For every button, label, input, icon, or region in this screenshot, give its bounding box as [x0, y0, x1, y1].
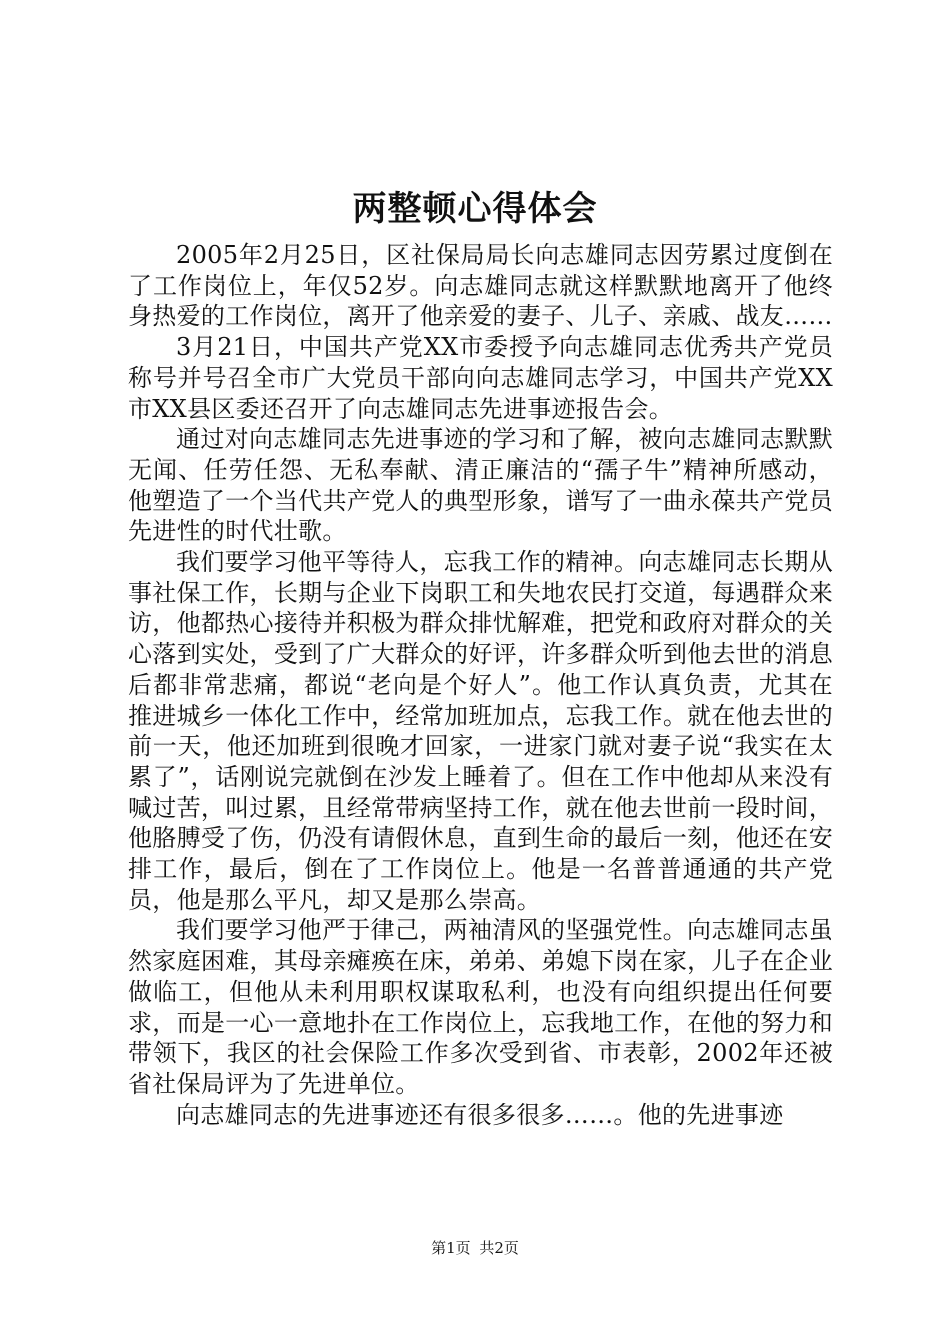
document-title: 两整顿心得体会 [352, 189, 598, 229]
paragraph-6: 向志雄同志的先进事迹还有很多很多……。他的先进事迹 [176, 1100, 784, 1129]
paragraph-4: 我们要学习他平等待人，忘我工作的精神。向志雄同志长期从事社保工作，长期与企业下岗职工和失地农民打交道，每遇群众来访，他都热心接待并积极为群众排忧解难，把党和政府对群众的关心落到实处，受到了广大群众的好评，许多群众听到他去世的消息后都非常悲痛，都说“老向是个好人”。他工作认真负责，尤其在推进城乡一体化工作中，经常加班加点，忘我工作。就在他去世的前一天，他还加班到很晚才回家，一进家门就对妻子说“我实在太累了”，话刚说完就倒在沙发上睡着了。但在工作中他却从来没有喊过苦，叫过累，且经常带病坚持工作，就在他去世前一段时间，他胳膊受了伤，仍没有请假休息，直到生命的最后一刻，他还在安排工作，最后，倒在了工作岗位上。他是一名普普通通的共产党员，他是那么平凡，却又是那么崇高。 [128, 548, 833, 914]
page-number: 第1页 [431, 1239, 471, 1257]
paragraph-1: 2005年2月25日，区社保局局长向志雄同志因劳累过度倒在了工作岗位上，年仅52岁。向志雄同志就这样默默地离开了他终身热爱的工作岗位，离开了他亲爱的妻子、儿子、亲戚、战友…… [128, 241, 833, 331]
paragraph-5: 我们要学习他严于律己，两袖清风的坚强党性。向志雄同志虽然家庭困难，其母亲瘫痪在床，弟弟、弟媳下岗在家，儿子在企业做临工，但他从未利用职权谋取私利，也没有向组织提出任何要求，而是一心一意地扑在工作岗位上，忘我地工作，在他的努力和带领下，我区的社会保险工作多次受到省、市表彰，2002年还被省社保局评为了先进单位。 [128, 916, 833, 1098]
page-footer [0, 1238, 950, 1258]
paragraph-3: 通过对向志雄同志先进事迹的学习和了解，被向志雄同志默默无闻、任劳任怨、无私奉献、清正廉洁的“孺子牛”精神所感动，他塑造了一个当代共产党人的典型形象，谱写了一曲永葆共产党员先进性的时代壮歌。 [128, 425, 833, 546]
document-body [128, 240, 833, 1130]
paragraph-2: 3月21日，中国共产党XX市委授予向志雄同志优秀共产党员称号并号召全市广大党员干部向向志雄同志学习，中国共产党XX市XX县区委还召开了向志雄同志先进事迹报告会。 [128, 333, 833, 423]
page-total: 共2页 [479, 1239, 519, 1257]
